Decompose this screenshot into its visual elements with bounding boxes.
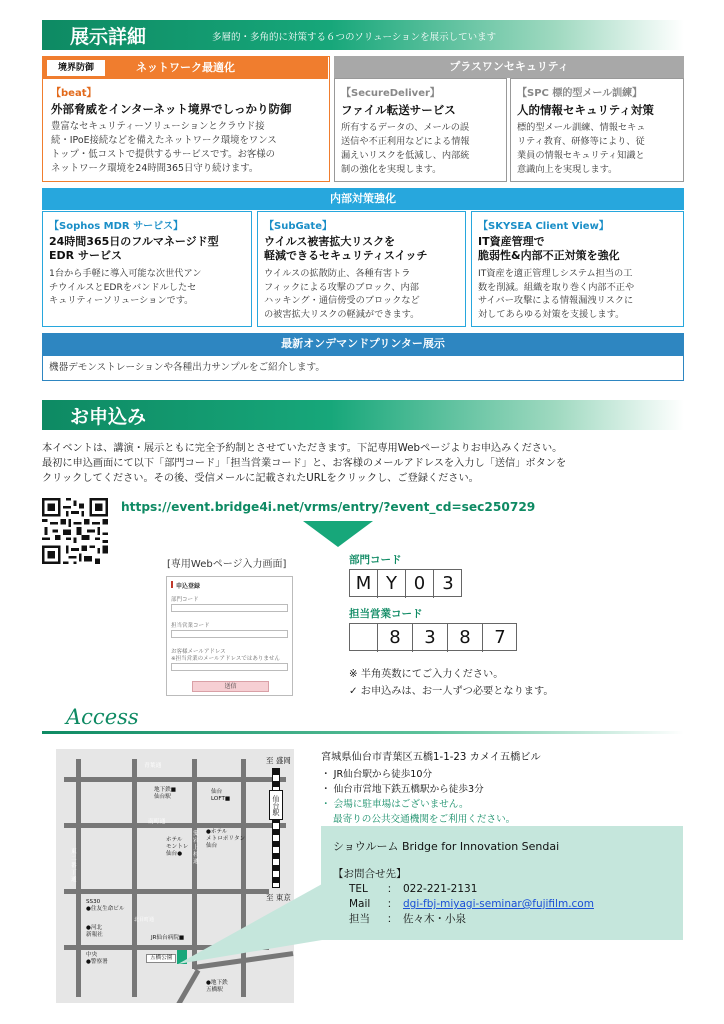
- contact-heading: 【お問合せ先】: [333, 868, 407, 880]
- sophos-name: 【Sophos MDR サービス】: [49, 221, 184, 232]
- map-label-park: 五橋公園: [146, 954, 176, 963]
- dept-code-box: [349, 569, 462, 597]
- map-label: ●ホテル メトロポリタン 仙台: [206, 829, 246, 849]
- sales-code-char: 7: [494, 627, 506, 648]
- access-title: Access: [66, 705, 139, 729]
- internal-header-label: 内部対策強化: [330, 192, 396, 205]
- map-label: ●地下鉄 五橋駅: [206, 980, 228, 993]
- dept-code-char: 3: [442, 573, 454, 594]
- road-diag: [171, 969, 200, 1003]
- plusone-header-label: プラスワンセキュリティ: [449, 60, 569, 73]
- access-divider: [42, 731, 684, 734]
- sales-code-box: [349, 623, 517, 651]
- qr-code-icon[interactable]: [42, 498, 108, 564]
- showroom-name: ショウルーム Bridge for Innovation Sendai: [333, 840, 560, 853]
- station-sendai: 仙台駅: [269, 790, 283, 820]
- sales-code-char: 3: [413, 624, 448, 652]
- form-label-email: お客様メールアドレス: [171, 649, 226, 655]
- sales-code-char: [350, 624, 378, 652]
- sales-code-label: 担当営業コード: [349, 608, 423, 620]
- apply-body: 本イベントは、講演・展示ともに完全予約制とさせていただきます。下記専用Webページよりお申込みください。 最初に申込画面にて以下「部門コード」「担当営業コード」と、お客様のメールアドレスを入力し「送信」ボタンを クリックしてください。その後、受信メールに記載されたURLをクリックし、ご登録ください。: [42, 443, 567, 484]
- form-mockup: [166, 576, 293, 696]
- dept-code-char: M: [350, 570, 378, 598]
- map-label: ホテル モントレ 仙台●: [166, 837, 189, 857]
- contact-person: 佐々木・小泉: [403, 913, 466, 925]
- securedeliver-title: ファイル転送サービス: [341, 103, 456, 117]
- sophos-desc: 1台から手軽に導入可能な次世代アン チウイルスとEDRをバンドルしたセ キュリティーソリューションです。: [49, 268, 202, 306]
- exhibit-header-bar: [42, 20, 684, 50]
- map-south: 至 東京: [266, 893, 291, 902]
- dept-code-char: Y: [378, 570, 406, 598]
- contact-lines: TEL ： 022-221-2131 Mail ： dgi-fbj-miyagi-seminar@fujifilm.com 担当 ： 佐々木・小泉: [349, 883, 594, 925]
- spc-panel: [510, 78, 684, 182]
- label-kitame: 北目町通: [134, 917, 155, 923]
- form-label-email-note: ※担当営業のメールアドレスではありません: [171, 656, 280, 662]
- access-address: 宮城県仙台市青葉区五橋1-1-23 カメイ五橋ビル: [321, 752, 541, 763]
- printer-desc: 機器デモンストレーションや各種出力サンプルをご紹介します。: [49, 362, 325, 373]
- form-submit-button[interactable]: 送信: [192, 681, 269, 692]
- map-label: 仙台 LOFT■: [211, 789, 231, 802]
- securedeliver-name: 【SecureDeliver】: [341, 88, 440, 99]
- down-arrow-icon: [303, 521, 373, 547]
- skysea-title: IT資産管理で 脆弱性&内部不正対策を強化: [478, 235, 620, 262]
- apply-title: お申込み: [70, 406, 147, 428]
- apply-header-bar: [42, 400, 684, 430]
- contact-box: [321, 826, 683, 940]
- network-tag: 境界防御: [47, 60, 105, 76]
- dept-code-label: 部門コード: [349, 554, 402, 566]
- subgate-title: ウイルス被害拡大リスクを 軽減できるセキュリティスイッチ: [264, 235, 428, 262]
- network-header-label: ネットワーク最適化: [136, 61, 235, 74]
- internal-header: [42, 188, 684, 210]
- subgate-desc: ウイルスの拡散防止、各種有害トラ フィックによる攻撃のブロック、内部 ハッキング・通信傍受のブロックなど の被害拡大リスクの軽減ができます。: [264, 268, 420, 320]
- form-input-dept[interactable]: [171, 604, 288, 612]
- form-title-mark: [171, 581, 173, 588]
- network-product-name: 【beat】: [51, 88, 97, 99]
- skysea-name: 【SKYSEA Client View】: [478, 221, 609, 232]
- printer-panel: [42, 355, 684, 381]
- map-label: 中央 ●警察署: [86, 952, 108, 965]
- callout-pointer: [170, 880, 330, 970]
- road-minamimachi: [64, 823, 286, 828]
- subgate-panel: [257, 211, 466, 327]
- plusone-header: [334, 56, 684, 78]
- sophos-panel: [42, 211, 252, 327]
- spc-name: 【SPC 標的型メール訓練】: [517, 88, 643, 99]
- form-label-sales: 担当営業コード: [171, 623, 210, 629]
- form-label-dept: 部門コード: [171, 597, 199, 603]
- spc-title: 人的情報セキュリティ対策: [517, 103, 654, 117]
- skysea-panel: [471, 211, 684, 327]
- exhibit-title: 展示詳細: [70, 26, 147, 48]
- spc-desc: 標的型メール訓練、情報セキュ リティ教育、研修等により、従 業員の情報セキュリティ知識と 意識向上を実現します。: [517, 122, 646, 175]
- map-label: JR仙台病院■: [151, 935, 185, 941]
- exhibit-subtitle: 多層的・多角的に対策する６つのソリューションを展示しています: [212, 32, 497, 43]
- label-atagokamisugi: 愛宕上杉通: [193, 831, 199, 865]
- form-input-sales[interactable]: [171, 630, 288, 638]
- skysea-desc: IT資産を適正管理しシステム担当の工 数を削減。組織を取り巻く内部不正や サイバー攻撃による情報漏洩リスクに 対してあらゆる対策を支援します。: [478, 268, 635, 320]
- note-per-person: ✓ お申込みは、お一人ずつ必要となります。: [349, 686, 554, 697]
- dept-code-char: 0: [406, 570, 434, 598]
- network-panel: [42, 56, 330, 182]
- railway-line: [272, 768, 280, 888]
- network-product-title: 外部脅威をインターネット境界でしっかり防御: [51, 102, 292, 116]
- sales-code-char: 8: [378, 624, 413, 652]
- map-label: ●河北 新報社: [86, 925, 103, 938]
- map-north: 至 盛岡: [266, 756, 291, 765]
- apply-url-link[interactable]: https://event.bridge4i.net/vrms/entry/?event_cd=sec250729: [121, 500, 536, 514]
- label-minamimachi: 南町通: [148, 819, 166, 825]
- form-title: 申込登録: [176, 583, 201, 590]
- road-v2: [132, 759, 137, 997]
- access-lines: ・ JR仙台駅から徒歩10分 ・ 仙台市営地下鉄五橋駅から徒歩3分 ・ 会場に駐車場はございません。 最寄りの公共交通機関をご利用ください。: [321, 769, 516, 825]
- securedeliver-panel: [334, 78, 507, 182]
- contact-tel: 022-221-2131: [403, 883, 478, 895]
- form-input-email[interactable]: [171, 663, 288, 671]
- label-higashinibancho: 東二番丁通: [71, 849, 77, 883]
- road-aobadori: [64, 777, 286, 782]
- sophos-title: 24時間365日のフルマネージド型 EDR サービス: [49, 235, 219, 262]
- map-label: SS30 ●住友生命ビル: [86, 899, 125, 912]
- network-desc: 豊富なセキュリティーソリューションとクラウド接 続・IPoE接続などを備えたネットワーク環境をワンス トップ・低コストで提供するサービスです。お客様の ネットワーク環境を24時間365日守り続けます。: [51, 121, 277, 174]
- map-label: 地下鉄■ 仙台駅: [154, 787, 177, 800]
- note-halfwidth: ※ 半角英数にてご入力ください。: [349, 669, 504, 680]
- printer-header: [42, 333, 684, 355]
- sales-code-char: 8: [448, 624, 483, 652]
- subgate-name: 【SubGate】: [264, 221, 332, 232]
- label-aobadori: 青葉通: [144, 763, 162, 769]
- securedeliver-desc: 所有するデータの、メールの誤 送信や不正利用などによる情報 漏えいリスクを低減し、内部統 制の強化を実現します。: [341, 122, 470, 175]
- screen-label: [専用Webページ入力画面]: [167, 559, 287, 570]
- contact-mail-link[interactable]: dgi-fbj-miyagi-seminar@fujifilm.com: [403, 898, 594, 910]
- printer-header-label: 最新オンデマンドプリンター展示: [281, 337, 445, 350]
